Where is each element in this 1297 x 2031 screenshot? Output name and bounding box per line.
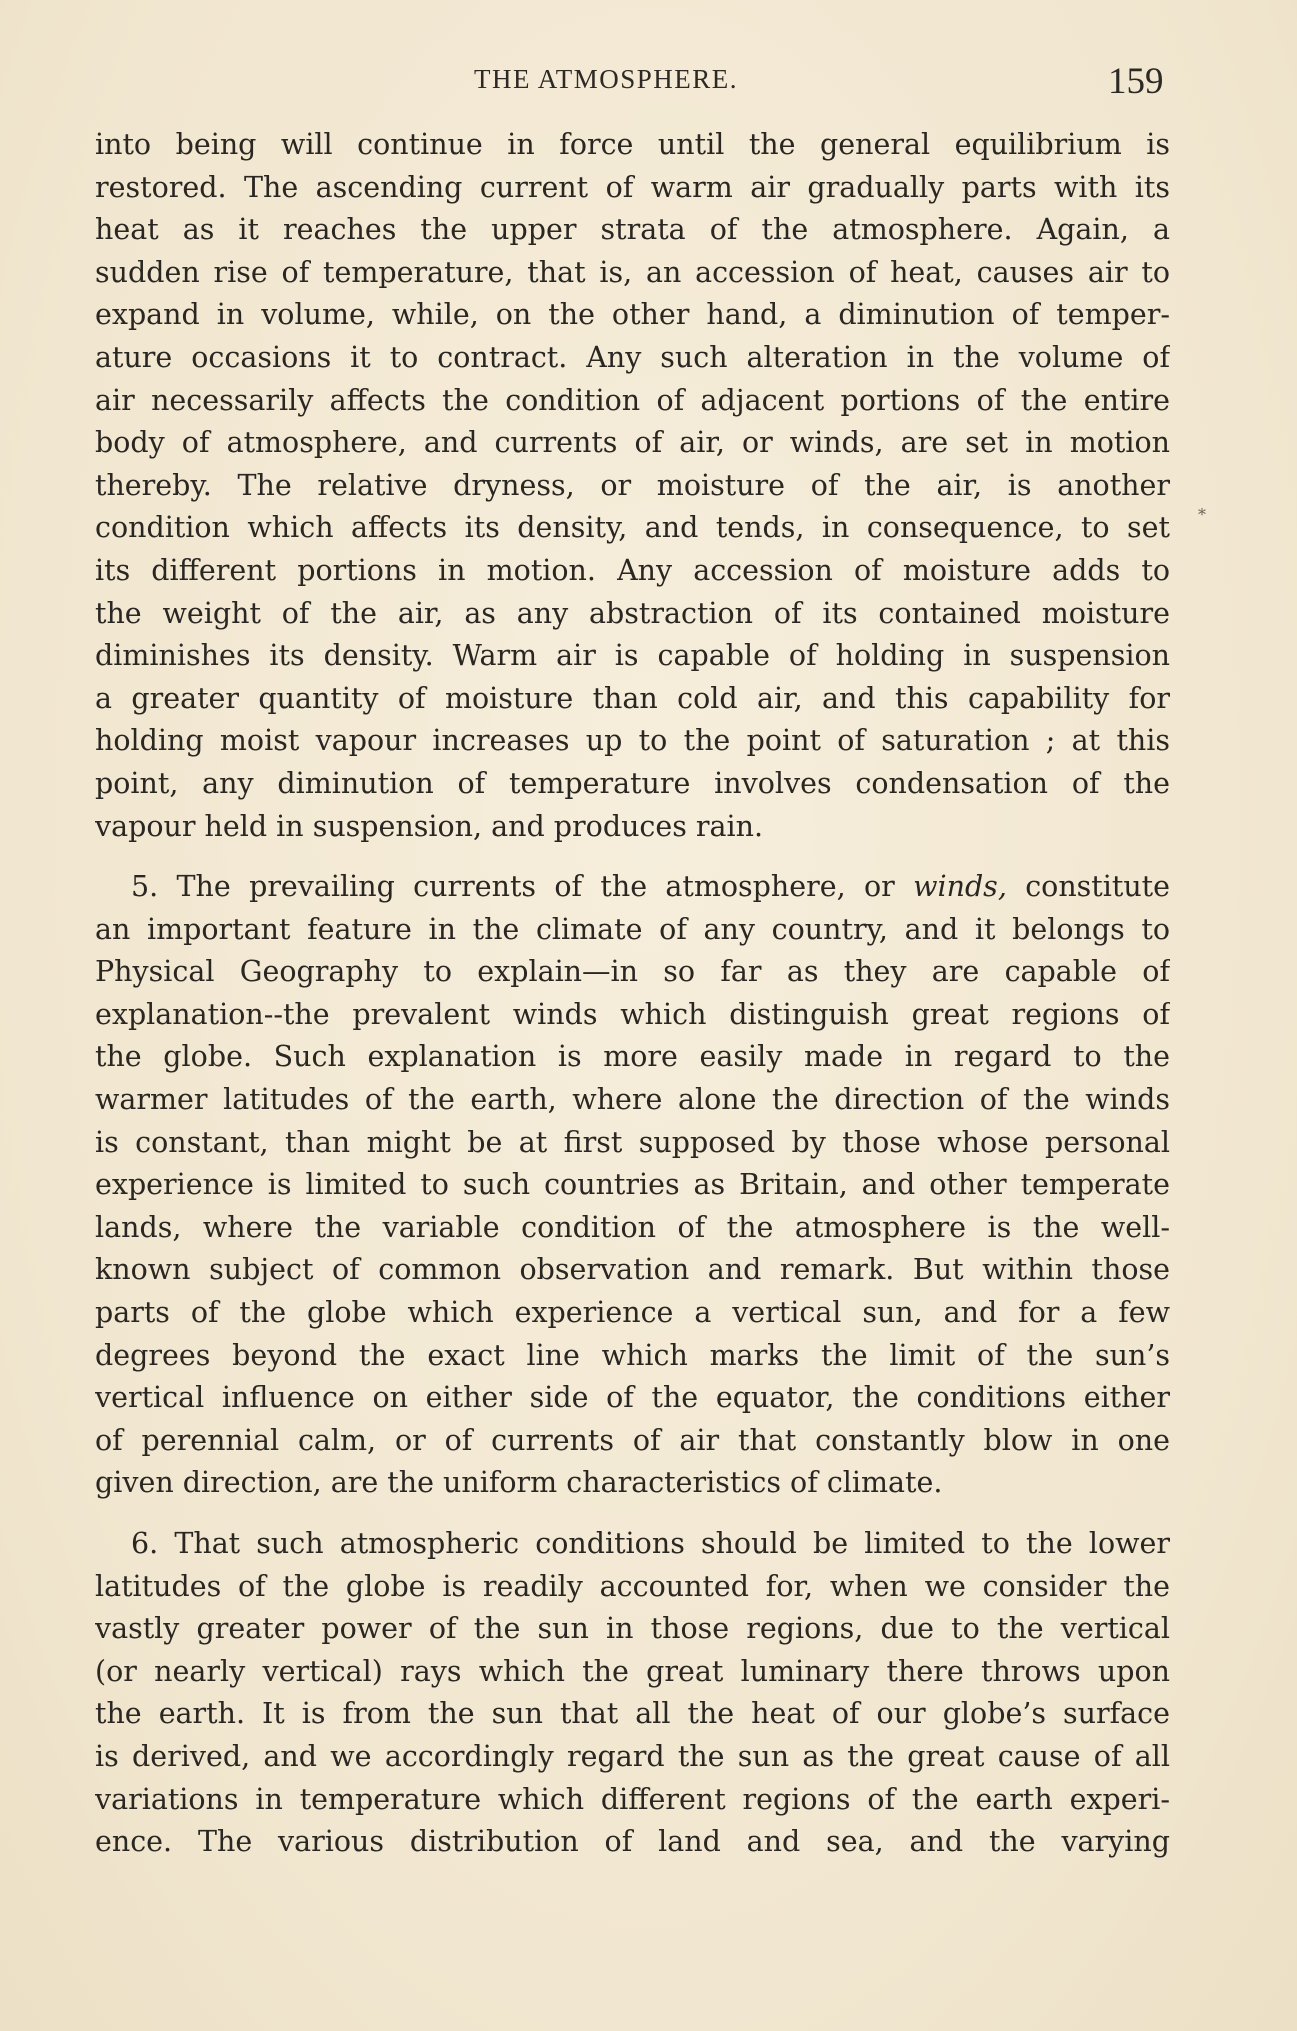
text-line: restored. The ascending current of warm air gradually parts with its: [95, 170, 1170, 204]
text-line: is constant, than might be at first supposed by those whose personal: [95, 1125, 1170, 1159]
text-run: 5. The prevailing currents of the atmosphere, or: [131, 870, 914, 904]
text-line: of perennial calm, or of currents of air that constantly blow in one: [95, 1423, 1170, 1457]
text-line: lands, where the variable condition of the atmosphere is the well-: [95, 1210, 1170, 1244]
text-line: point, any diminution of temperature involves condensation of the: [95, 766, 1170, 800]
text-line: its different portions in motion. Any accession of moisture adds to: [95, 553, 1170, 587]
text-line: into being will continue in force until the general equilibrium is: [95, 128, 1170, 161]
paragraph-continuation: [95, 124, 1170, 848]
text-line: explanation--the prevalent winds which distinguish great regions of: [95, 997, 1170, 1031]
text-line: the weight of the air, as any abstraction of its contained moisture: [95, 596, 1170, 630]
text-line: heat as it reaches the upper strata of the atmosphere. Again, a: [95, 213, 1170, 247]
text-line: vertical influence on either side of the equator, the conditions either: [95, 1381, 1170, 1415]
text-line: thereby. The relative dryness, or moisture of the air, is another: [95, 468, 1170, 502]
margin-mark: *: [1198, 505, 1206, 524]
text-line: [95, 866, 1170, 909]
text-line: known subject of common observation and remark. But within those: [95, 1253, 1170, 1287]
text-line: the globe. Such explanation is more easily made in regard to the: [95, 1040, 1170, 1074]
text-line: ence. The various distribution of land and sea, and the varying: [95, 1825, 1170, 1859]
text-line: 6. That such atmospheric conditions should be limited to the lower: [131, 1527, 1170, 1560]
text-line: a greater quantity of moisture than cold air, and this capability for: [95, 681, 1170, 715]
running-header: [0, 60, 1297, 104]
text-line: warmer latitudes of the earth, where alone the direction of the winds: [95, 1083, 1170, 1117]
text-line: (or nearly vertical) rays which the great luminary there throws upon: [95, 1654, 1170, 1688]
text-line: diminishes its density. Warm air is capable of holding in suspension: [95, 639, 1170, 673]
text-line: variations in temperature which different regions of the earth experi-: [95, 1782, 1170, 1816]
text-line: degrees beyond the exact line which marks the limit of the sun’s: [95, 1338, 1170, 1372]
text-line: ature occasions it to contract. Any such alteration in the volume of: [95, 340, 1170, 374]
text-line: holding moist vapour increases up to the point of saturation ; at this: [95, 724, 1170, 758]
text-line: air necessarily affects the condition of adjacent portions of the entire: [95, 383, 1170, 417]
text-line: an important feature in the climate of any country, and it belongs to: [95, 912, 1170, 946]
text-line: body of atmosphere, and currents of air, or winds, are set in motion: [95, 426, 1170, 460]
text-line: vastly greater power of the sun in those regions, due to the vertical: [95, 1612, 1170, 1646]
text-line: vapour held in suspension, and produces rain.: [95, 809, 764, 843]
running-title: THE ATMOSPHERE.: [474, 64, 739, 94]
text-line: experience is limited to such countries as Britain, and other temperate: [95, 1168, 1170, 1202]
paragraph-5: [95, 866, 1170, 1505]
text-line: sudden rise of temperature, that is, an accession of heat, causes air to: [95, 255, 1170, 289]
text-line: parts of the globe which experience a vertical sun, and for a few: [95, 1296, 1170, 1330]
text-line: condition which affects its density, and tends, in consequence, to set: [95, 511, 1170, 545]
text-line: the earth. It is from the sun that all the heat of our globe’s surface: [95, 1697, 1170, 1731]
text-line: given direction, are the uniform characteristics of climate.: [95, 1466, 943, 1500]
body-text: [95, 124, 1170, 1864]
paragraph-6: [95, 1523, 1170, 1864]
text-line: expand in volume, while, on the other hand, a diminution of temper-: [95, 298, 1170, 332]
page-number: 159: [1108, 61, 1164, 102]
italic-term: winds,: [913, 870, 1007, 904]
text-line: Physical Geography to explain—in so far as they are capable of: [95, 955, 1170, 989]
text-line: is derived, and we accordingly regard the sun as the great cause of all: [95, 1739, 1170, 1773]
text-line: latitudes of the globe is readily accounted for, when we consider the: [95, 1569, 1170, 1603]
text-run: constitute: [1006, 870, 1170, 904]
